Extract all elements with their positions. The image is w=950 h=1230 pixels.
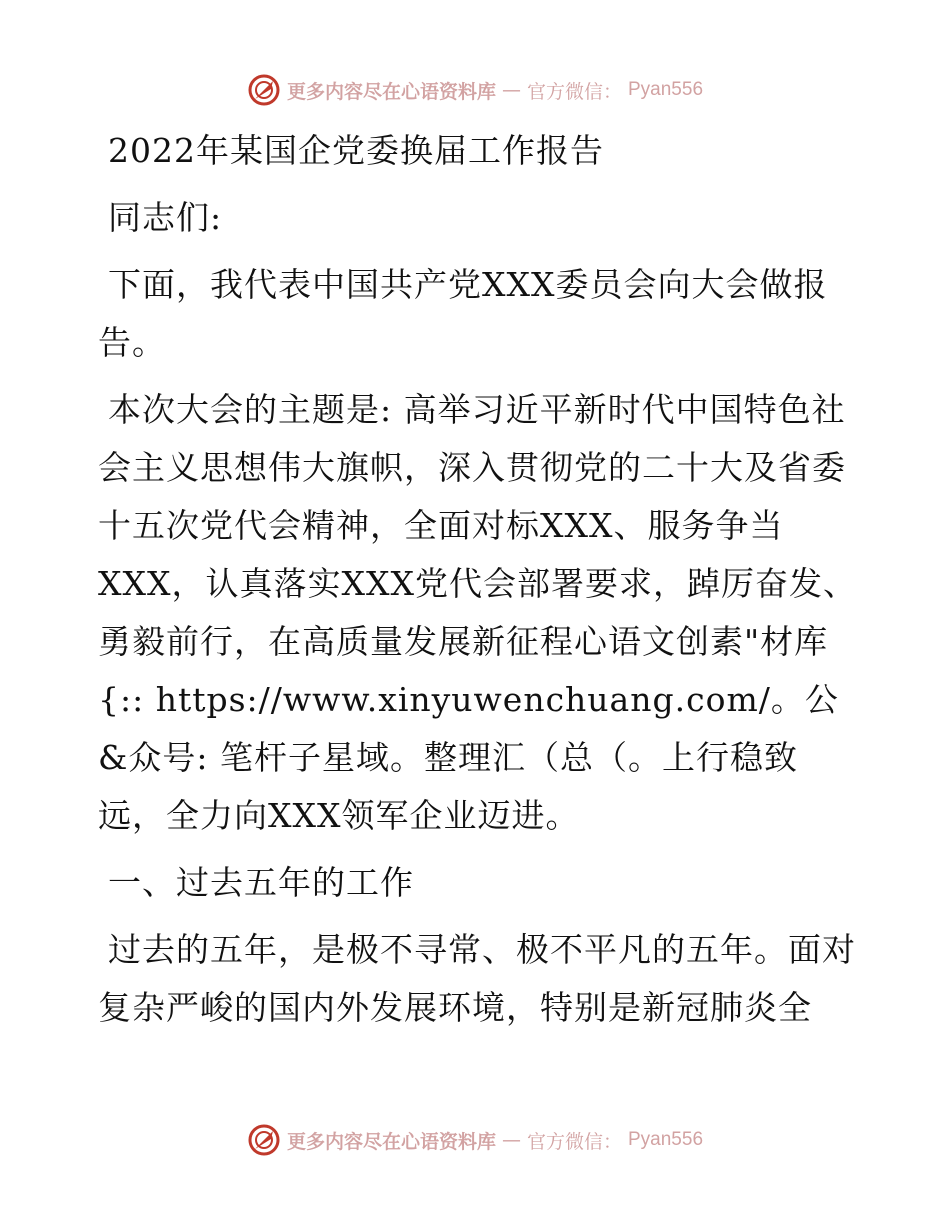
footer-watermark xyxy=(0,1120,950,1160)
watermark-wechat-id: Pyan556 xyxy=(628,79,704,100)
paragraph-intro: 下面，我代表中国共产党XXX委员会向大会做报告。 xyxy=(98,265,828,362)
watermark-separator: — xyxy=(501,1129,521,1151)
greeting: 同志们: xyxy=(108,198,223,237)
quill-logo-icon xyxy=(247,73,281,107)
section-heading: 一、过去五年的工作 xyxy=(108,863,414,902)
document-title: 2022年某国企党委换届工作报告 xyxy=(108,131,604,170)
watermark-wechat-label: 官方微信： xyxy=(526,80,622,103)
watermark-text: 更多内容尽在心语资料库 xyxy=(286,80,496,103)
watermark-separator: — xyxy=(501,79,521,101)
quill-logo-icon xyxy=(247,1123,281,1157)
watermark-wechat-label: 官方微信： xyxy=(526,1130,622,1153)
header-watermark xyxy=(0,70,950,110)
watermark-text: 更多内容尽在心语资料库 xyxy=(286,1130,496,1153)
watermark-wechat-id: Pyan556 xyxy=(628,1129,704,1150)
paragraph-theme: 本次大会的主题是: 高举习近平新时代中国特色社会主义思想伟大旗帜，深入贯彻党的二十大及省委十五次党代会精神，全面对标XXX、服务争当XXX，认真落实XXX党代会部署要求，踔厉奋发、勇毅前行，在高质量发展新征程心语文创素"材库{:: https://www.xinyuwenchuang.com/。公&众号: 笔杆子星域。整理汇（总（。上行稳致远，全力向XXX领军企业迈进。 xyxy=(98,390,857,835)
document-body xyxy=(98,122,858,1037)
paragraph-past-five-years: 过去的五年，是极不寻常、极不平凡的五年。面对复杂严峻的国内外发展环境，特别是新冠肺炎全 xyxy=(98,930,856,1027)
